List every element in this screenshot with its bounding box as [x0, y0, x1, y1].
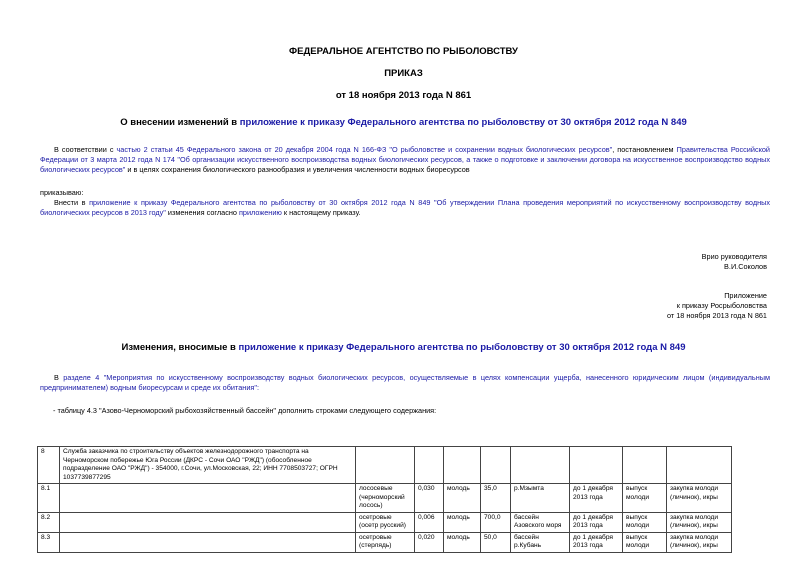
- purchase-cell: закупка молоди (личинок), икры: [667, 532, 732, 552]
- quantity-cell: 0,020: [415, 532, 444, 552]
- table-row: [38, 532, 732, 552]
- table-org-row: [38, 447, 732, 484]
- preamble-paragraph: [40, 145, 770, 175]
- action-cell: выпуск молоди: [623, 532, 667, 552]
- species-cell: осетровые (стерлядь): [356, 532, 415, 552]
- date-cell: до 1 декабря 2013 года: [570, 532, 623, 552]
- purchase-cell: закупка молоди (личинок), икры: [667, 484, 732, 513]
- table-row: [38, 484, 732, 513]
- species-cell: осетровые (осетр русский): [356, 512, 415, 532]
- doc-title: [0, 117, 807, 128]
- appendix-line: от 18 ноября 2013 года N 861: [666, 311, 767, 320]
- agency-name: ФЕДЕРАЛЬНОЕ АГЕНТСТВО ПО РЫБОЛОВСТВУ: [289, 46, 518, 57]
- row-number: 8.3: [38, 532, 60, 552]
- row-number: 8.2: [38, 512, 60, 532]
- stage-cell: молодь: [444, 532, 481, 552]
- resolution-link[interactable]: Правительства Российской Федерации от 3 марта 2012 года N 174 "Об организации искусственного воспроизводства водных биологических ресурсов, а также о подготовке и заключении договора на искусственное воспроизводство водных биологических ресурсов": [40, 145, 770, 174]
- date-cell: до 1 декабря 2013 года: [570, 484, 623, 513]
- appendix-order-link[interactable]: приложение к приказу Федерального агентства по рыболовству от 30 октября 2012 года N 849 "Об утверждении Плана проведения мероприятий по искусственному воспроизводству водных биологических ресурсов в 2013 году": [40, 198, 771, 217]
- signature-block: [702, 252, 767, 272]
- purchase-cell: закупка молоди (личинок), икры: [667, 512, 732, 532]
- section-link[interactable]: разделе 4: [63, 373, 100, 382]
- appendix-line: к приказу Росрыболовства: [676, 301, 767, 310]
- order-text: Внести в: [54, 198, 90, 207]
- law-link[interactable]: частью 2 статьи 45 Федерального закона от 20 декабря 2004 года N 166-ФЗ "О рыболовстве и сохранении водных биологических ресурсов": [116, 145, 613, 154]
- action-cell: выпуск молоди: [623, 512, 667, 532]
- order-paragraph: [40, 198, 770, 218]
- row-number: 8: [38, 447, 60, 484]
- order-text: изменения согласно: [165, 208, 239, 217]
- quantity-cell: 0,006: [415, 512, 444, 532]
- stage-cell: молодь: [444, 484, 481, 513]
- row-number: 8.1: [38, 484, 60, 513]
- doc-title-prefix: О внесении изменений в: [120, 117, 240, 128]
- place-cell: бассейн Азовского моря: [511, 512, 570, 532]
- changes-title: [0, 342, 807, 353]
- date-cell: до 1 декабря 2013 года: [570, 512, 623, 532]
- table-row: [38, 512, 732, 532]
- order-word: приказываю:: [40, 188, 84, 197]
- doc-title-link[interactable]: приложение к приказу Федерального агентства по рыболовству от 30 октября 2012 года N 849: [239, 117, 687, 128]
- place-cell: бассейн р.Кубань: [511, 532, 570, 552]
- section-text: В: [54, 373, 64, 382]
- changes-title-link[interactable]: приложение к приказу Федерального агентства по рыболовству от 30 октября 2012 года N 849: [238, 342, 686, 353]
- stage-cell: молодь: [444, 512, 481, 532]
- changes-title-prefix: Изменения, вносимые в: [121, 342, 239, 353]
- species-table: [37, 446, 732, 553]
- doc-type: ПРИКАЗ: [384, 68, 423, 79]
- section-text: "Мероприятия по искусственному воспроизводству водных биологических ресурсов, осуществляемые в целях компенсации ущерба, нанесенного юридическим лицом (индивидуальным предпринимателем) водным биоресурсам и среде их обитания":: [40, 373, 770, 392]
- order-text: к настоящему приказу.: [281, 208, 361, 217]
- preamble-text: В соответствии с: [54, 145, 117, 154]
- appendix-reference: [667, 291, 767, 321]
- table-intro: - таблицу 4.3 "Азово-Черноморский рыбохозяйственный бассейн" дополнить строками следующего содержания:: [53, 406, 437, 415]
- preamble-text: , постановлением: [612, 145, 677, 154]
- signature-role: Врио руководителя: [701, 252, 767, 261]
- species-cell: лососевые (черноморский лосось): [356, 484, 415, 513]
- weight-cell: 700,0: [481, 512, 511, 532]
- weight-cell: 50,0: [481, 532, 511, 552]
- place-cell: р.Мзымта: [511, 484, 570, 513]
- organization-cell: Служба заказчика по строительству объектов железнодорожного транспорта на Черноморском побережье Юга России (ДКРС - Сочи ОАО "РЖД") (обособленное подразделение ОАО "РЖД") - 354000, г.Сочи, ул.Московская, 22; ИНН 7708503727; ОГРН 1037739877295: [60, 447, 356, 484]
- appendix-link[interactable]: приложению: [238, 208, 282, 217]
- section-paragraph: [40, 373, 770, 393]
- preamble-text: и в целях сохранения биологического разнообразия и увеличения численности водных биоресурсов: [125, 165, 470, 174]
- doc-date-number: от 18 ноября 2013 года N 861: [335, 90, 472, 101]
- quantity-cell: 0,030: [415, 484, 444, 513]
- weight-cell: 35,0: [481, 484, 511, 513]
- signature-name: В.И.Соколов: [724, 262, 767, 271]
- action-cell: выпуск молоди: [623, 484, 667, 513]
- appendix-line: Приложение: [724, 291, 767, 300]
